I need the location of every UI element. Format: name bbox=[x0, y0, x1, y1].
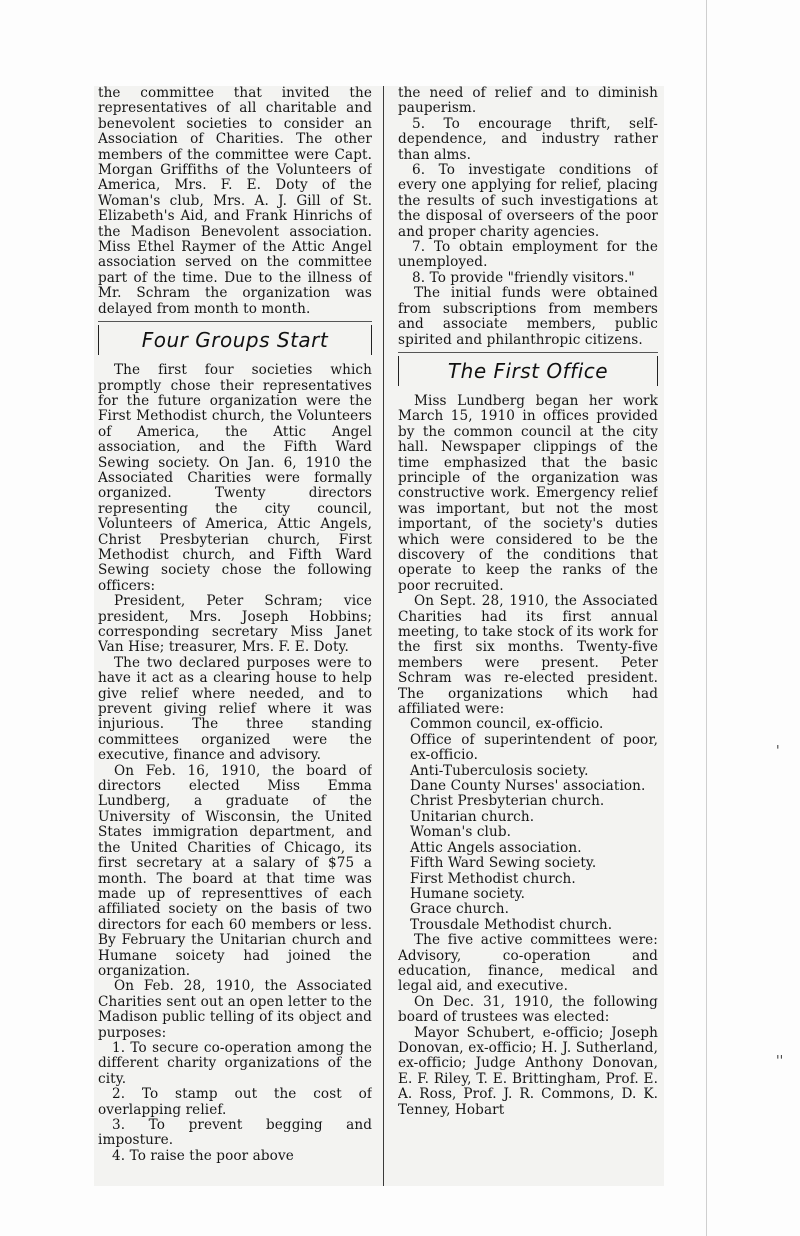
column-rule bbox=[383, 86, 384, 1186]
list-item: 3. To prevent begging and imposture. bbox=[98, 1117, 372, 1149]
paragraph: The two declared purposes were to have it act as a clearing house to help give relief where needed, and to prevent giving relief where it was injurious. The three standing committees organized were the executive, finance and advisory. bbox=[98, 654, 372, 764]
paragraph: On Sept. 28, 1910, the Associated Charities had its first annual meeting, to take stock of its work for the first six months. Twenty-five members were present. Peter Schram was re-elected president. The organizations which had affiliated were: bbox=[398, 593, 658, 718]
list-item: 8. To provide "friendly visitors." bbox=[412, 269, 635, 286]
paragraph: Miss Lundberg began her work March 15, 1910 in offices provided by the common council at the city hall. Newspaper clippings of the time emphasized that the basic principle of the organization was constructive work. Emergency relief was important, but not the most important, of the society's duties which were considered to be the discovery of the conditions that operate to keep the ranks of the poor recruited. bbox=[398, 392, 658, 594]
margin-mark: ' bbox=[776, 744, 780, 759]
page-edge bbox=[706, 0, 707, 1236]
list-item: Christ Presbyterian church. bbox=[410, 793, 605, 810]
list-item: Dane County Nurses' association. bbox=[410, 778, 646, 795]
purposes-list-continued bbox=[398, 117, 658, 286]
list-item: 1. To secure co-operation among the different charity organizations of the city. bbox=[98, 1039, 372, 1087]
heading-four-groups-start: Four Groups Start bbox=[98, 325, 372, 355]
paragraph: The five active committees were: Advisory, co-operation and education, finance, medical and legal aid, and executive. bbox=[398, 932, 658, 995]
continued-paragraph: the need of relief and to diminish pauperism. bbox=[398, 86, 658, 117]
list-item: Unitarian church. bbox=[410, 808, 535, 825]
list-item: Woman's club. bbox=[410, 824, 512, 841]
list-item: 2. To stamp out the cost of overlapping relief. bbox=[98, 1086, 372, 1118]
list-item: Grace church. bbox=[410, 901, 510, 918]
margin-mark: '' bbox=[776, 1054, 784, 1069]
paragraph: On Feb. 16, 1910, the board of directors elected Miss Emma Lundberg, a graduate of the University of Wisconsin, the United States immigration department, and the United Charities of Chicago, its first secretary at a salary of $75 a month. The board at that time was made up of representtives of each affiliated society on the basis of two directors for each 60 members or less. By February the Unitarian church and Humane soicety had joined the organization. bbox=[98, 762, 372, 979]
list-item: Fifth Ward Sewing society. bbox=[410, 855, 597, 872]
list-item: Attic Angels association. bbox=[410, 839, 582, 856]
list-item: 4. To raise the poor above bbox=[112, 1147, 294, 1164]
heading-the-first-office: The First Office bbox=[398, 356, 658, 386]
list-item: 7. To obtain employment for the unemployed. bbox=[398, 239, 658, 271]
paragraph: The first four societies which promptly chose their representatives for the future organization were the First Methodist church, the Volunteers of America, the Attic Angel association, and the Fifth Ward Sewing society. On Jan. 6, 1910 the Associated Charities were formally organized. Twenty directors representing the city council, Volunteers of America, Attic Angels, Christ Presbyterian church, First Methodist church, and Fifth Ward Sewing society chose the following officers: bbox=[98, 362, 372, 594]
list-item: Trousdale Methodist church. bbox=[410, 916, 613, 933]
list-item: Humane society. bbox=[410, 885, 526, 902]
right-column bbox=[398, 86, 658, 1184]
officers-paragraph: President, Peter Schram; vice president, Mrs. Joseph Hobbins; corresponding secretary Miss Janet Van Hise; treasurer, Mrs. F. E. Doty. bbox=[98, 593, 372, 656]
paragraph: On Dec. 31, 1910, the following board of trustees was elected: bbox=[398, 993, 658, 1026]
trustees-paragraph: Mayor Schubert, e-officio; Joseph Donovan, ex-officio; H. J. Sutherland, ex-officio; Judge Anthony Donovan, E. F. Riley, T. E. Brittingham, Prof. E. A. Ross, Prof. J. R. Commons, D. K. Tenney, Hobart bbox=[398, 1024, 658, 1118]
list-item: Common council, ex-officio. bbox=[410, 716, 604, 733]
paragraph: The initial funds were obtained from subscriptions from members and associate members, public spirited and philanthropic citizens. bbox=[398, 285, 658, 348]
intro-paragraph: the committee that invited the representatives of all charitable and benevolent societies to consider an Association of Charities. The other members of the committee were Capt. Morgan Griffiths of the Volunteers of America, Mrs. F. E. Doty of the Woman's club, Mrs. A. J. Gill of St. Elizabeth's Aid, and Frank Hinrichs of the Madison Benevolent association. Miss Ethel Raymer of the Attic Angel association served on the committee part of the time. Due to the illness of Mr. Schram the organization was delayed from month to month. bbox=[98, 86, 372, 317]
list-item: Anti-Tuberculosis society. bbox=[410, 762, 589, 779]
affiliates-list bbox=[398, 717, 658, 933]
left-column bbox=[98, 86, 372, 1184]
list-item: Office of superintendent of poor, ex-officio. bbox=[410, 731, 658, 764]
list-item: 5. To encourage thrift, self-dependence, and industry rather than alms. bbox=[398, 115, 658, 163]
purposes-list bbox=[98, 1041, 372, 1164]
list-item: 6. To investigate conditions of every one applying for relief, placing the results of such investigations at the disposal of overseers of the poor and proper charity agencies. bbox=[398, 162, 658, 240]
paragraph: On Feb. 28, 1910, the Associated Charities sent out an open letter to the Madison public telling of its object and purposes: bbox=[98, 978, 372, 1041]
list-item: First Methodist church. bbox=[410, 870, 576, 887]
